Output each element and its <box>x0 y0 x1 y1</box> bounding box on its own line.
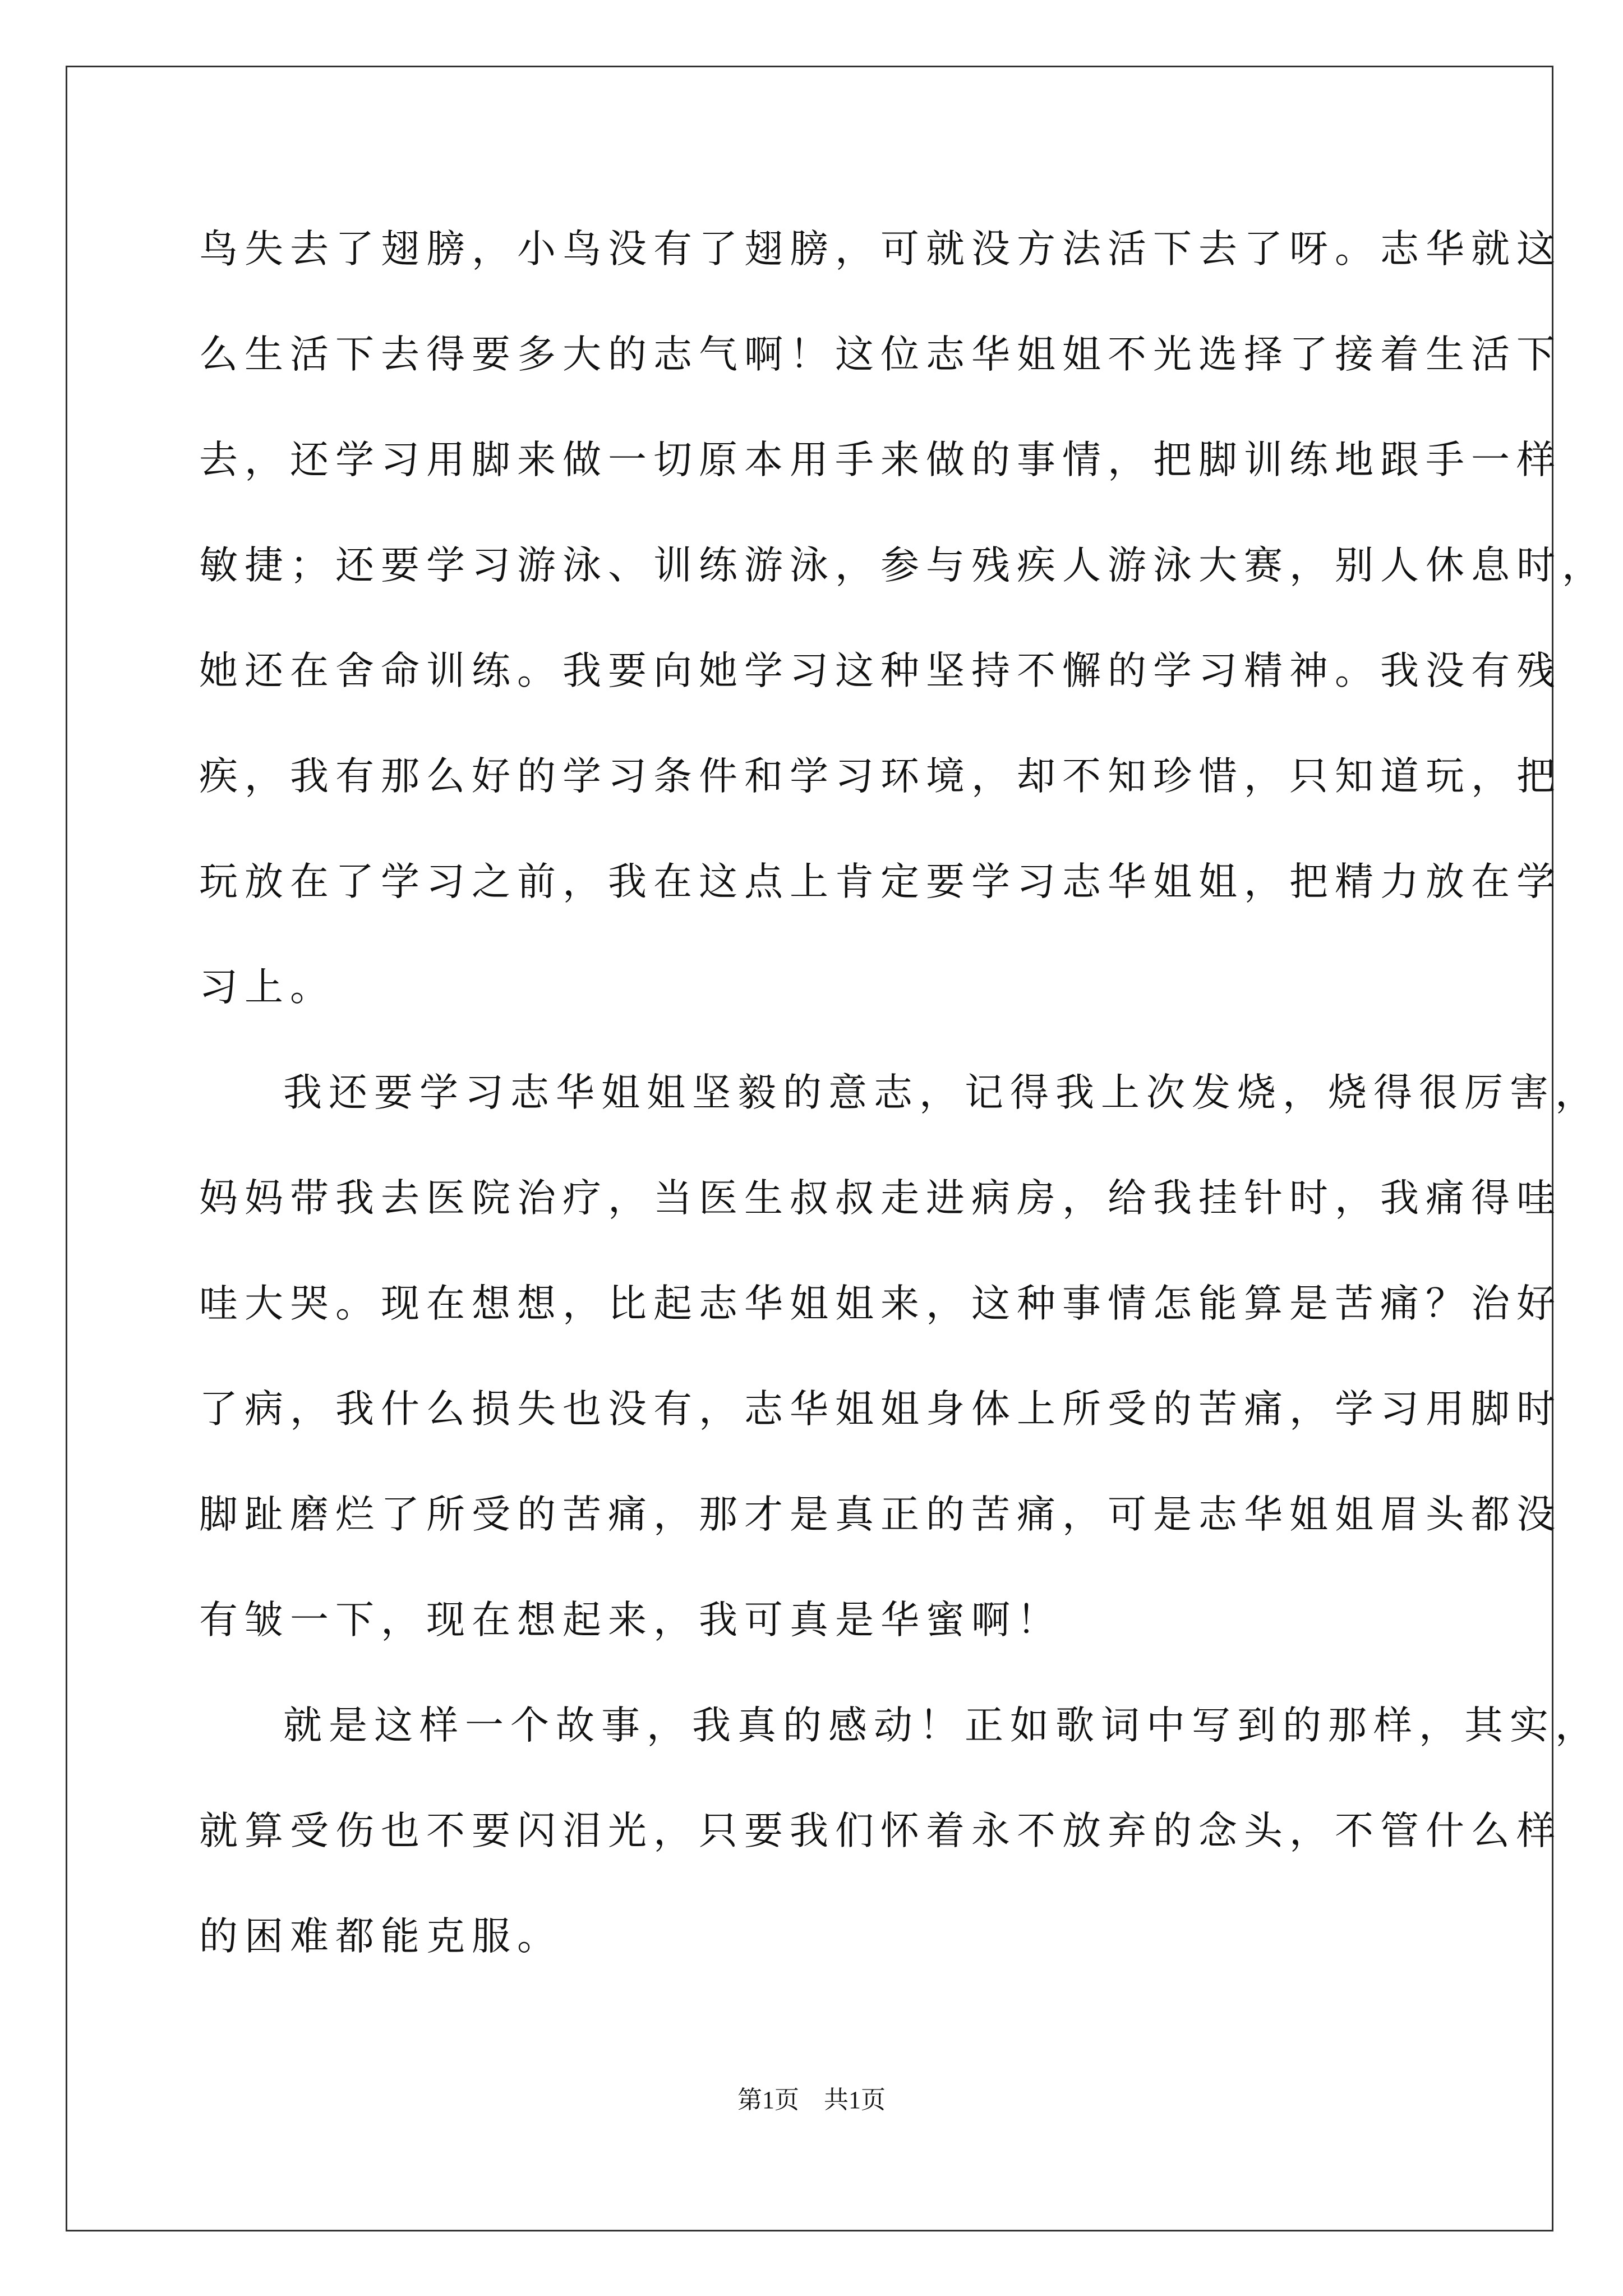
paragraph-1 <box>199 208 1607 1051</box>
paragraph-2 <box>199 1051 1601 1684</box>
text-line: 去，还学习用脚来做一切原本用手来做的事情，把脚训练地跟手一样 <box>199 438 1562 482</box>
text-line: 敏捷；还要学习游泳、训练游泳，参与残疾人游泳大赛，别人休息时， <box>199 543 1607 588</box>
text-line: 哇大哭。现在想想，比起志华姐姐来，这种事情怎能算是苦痛？治好 <box>199 1281 1562 1326</box>
text-line: 妈妈带我去医院治疗，当医生叔叔走进病房，给我挂针时，我痛得哇 <box>199 1176 1562 1221</box>
page-total: 共1页 <box>824 2086 886 2114</box>
text-line: 么生活下去得要多大的志气啊！这位志华姐姐不光选择了接着生活下 <box>199 332 1562 377</box>
text-line: 有皱一下，现在想起来，我可真是华蜜啊！ <box>199 1598 1062 1642</box>
text-line: 的困难都能克服。 <box>199 1914 562 1959</box>
text-line: 习上。 <box>199 965 335 1010</box>
paragraph-3 <box>199 1684 1601 2000</box>
page-footer <box>0 2083 1623 2117</box>
document-body <box>199 208 1607 2000</box>
page-number: 第1页 <box>737 2086 799 2114</box>
text-line: 鸟失去了翅膀，小鸟没有了翅膀，可就没方法活下去了呀。志华就这 <box>199 227 1562 272</box>
text-line: 疾，我有那么好的学习条件和学习环境，却不知珍惜，只知道玩，把 <box>199 754 1562 799</box>
text-line: 她还在舍命训练。我要向她学习这种坚持不懈的学习精神。我没有残 <box>199 648 1562 693</box>
text-line: 我还要学习志华姐姐坚毅的意志，记得我上次发烧，烧得很厉害， <box>283 1070 1601 1115</box>
text-line: 了病，我什么损失也没有，志华姐姐身体上所受的苦痛，学习用脚时 <box>199 1387 1562 1432</box>
text-line: 就算受伤也不要闪泪光，只要我们怀着永不放弃的念头，不管什么样 <box>199 1809 1562 1853</box>
text-line: 就是这样一个故事，我真的感动！正如歌词中写到的那样，其实， <box>283 1703 1601 1748</box>
text-line: 脚趾磨烂了所受的苦痛，那才是真正的苦痛，可是志华姐姐眉头都没 <box>199 1492 1562 1537</box>
text-line: 玩放在了学习之前，我在这点上肯定要学习志华姐姐，把精力放在学 <box>199 859 1562 904</box>
